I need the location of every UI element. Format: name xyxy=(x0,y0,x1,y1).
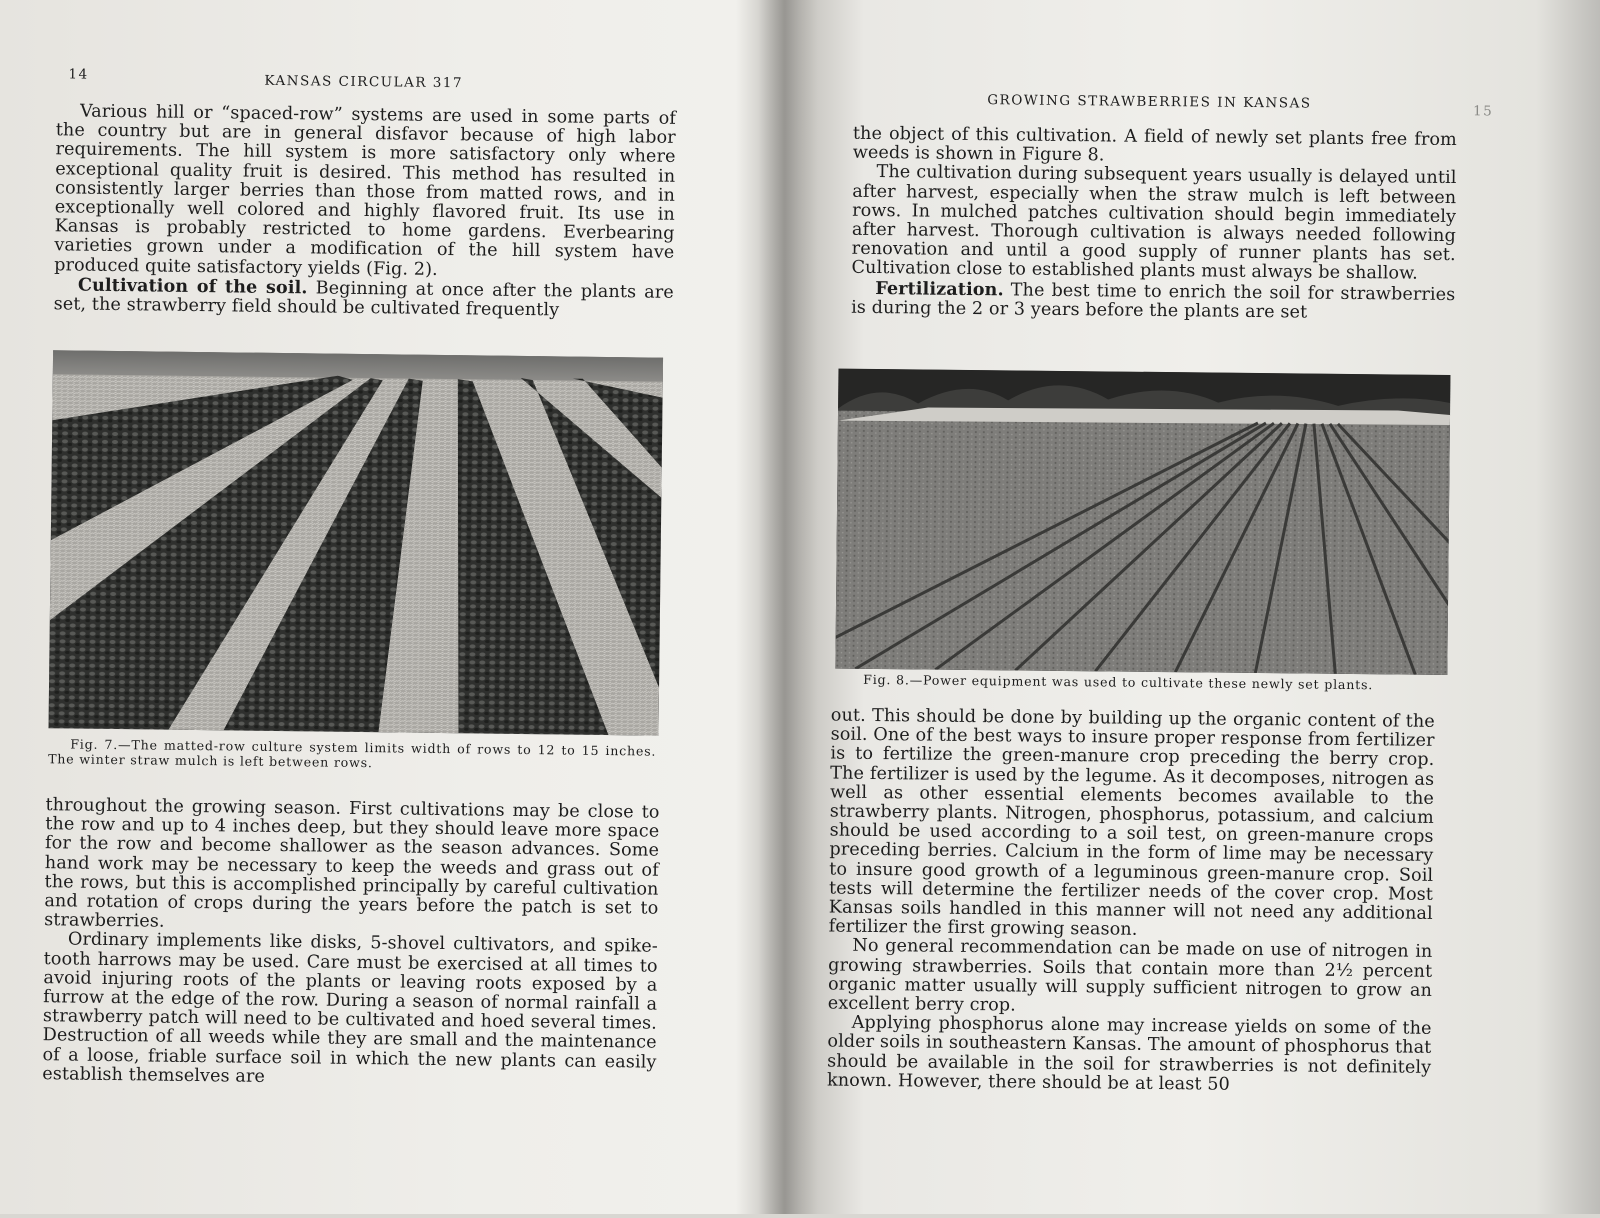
paragraph-growing-season: throughout the growing season. First cultivations may be close to the row and up to 4 inches deep, but they should leave more space for the row and become shallower as the season advances. Some hand work may be necessary to keep the weeds and grass out of the rows, but this is accomplished principally by careful cultivation and rotation of crops during the years before the patch is set to strawberries. xyxy=(44,795,660,932)
fig8-caption xyxy=(841,672,1441,693)
paragraph-hill-systems: Various hill or “spaced-row” systems are used in some parts of the country but are in general disfavor because of high labor requirements. The hill system is more satisfactory only where exceptional quality fruit is desired. This method has resulted in consistently larger berries than those from matted rows, and in exceptionally well colored and highly flavored fruit. Its use in Kansas is probably restricted to home gardens. Everbearing varieties grown under a modification of the hill system have produced quite satisfactory yields (Fig. 2). xyxy=(54,101,677,280)
paragraph-implements: Ordinary implements like disks, 5-shovel cultivators, and spike-tooth harrows may be used. Care must be exercised at all times to avoid injuring roots of the plants or leaving roots exposed by a furrow at the edge of the row. During a season of normal rainfall a strawberry patch will need to be cultivated and hoed several times. Destruction of all weeds while they are small and the maintenance of a loose, friable surface soil in which the new plants can easily establish themselves are xyxy=(42,929,658,1087)
right-running-title: GROWING STRAWBERRIES IN KANSAS xyxy=(987,92,1312,112)
right-text-bottom xyxy=(827,707,1435,1097)
paragraph-object: the object of this cultivation. A field of newly set plants free from weeds is shown in Figure 8. xyxy=(852,123,1458,166)
left-running-title: KANSAS CIRCULAR 317 xyxy=(264,72,464,92)
left-text-top xyxy=(54,102,677,322)
paragraph-cultivation xyxy=(54,275,674,322)
fig8-photo-cultivated-field xyxy=(835,369,1450,675)
book-gutter xyxy=(758,0,818,1214)
fig7-photo-matted-rows xyxy=(48,350,663,735)
paragraph-nitrogen: No general recommendation can be made on use of nitrogen in growing strawberries. Soils that contain more than 2½ percent organic matter usually will supply sufficient nitrogen to grow an excellent berry crop. xyxy=(827,936,1433,1016)
left-page-number: 14 xyxy=(68,66,89,83)
right-text-top xyxy=(851,125,1457,324)
left-page xyxy=(33,0,688,1218)
paragraph-subsequent-years: The cultivation during subsequent years usually is delayed until after harvest, especially when the straw mulch is left between rows. In mulched patches cultivation should begin immediately after harvest. Thorough cultivation is always needed following renovation and until a good supply of runner plants has set. Cultivation close to established plants must always be shallow. xyxy=(851,162,1457,285)
fig7-caption xyxy=(48,736,656,773)
paragraph-phosphorus: Applying phosphorus alone may increase yields on some of the older soils in southeastern Kansas. The amount of phosphorus that should be available in the soil for strawberries is not definitely known. However, there should be at least 50 xyxy=(826,1013,1432,1095)
cultivation-intro-text: Beginning at once after the plants are set, the strawberry field should be cultivated frequently xyxy=(53,278,674,321)
heading-cultivation-of-the-soil: Cultivation of the soil. xyxy=(77,274,308,299)
right-running-head xyxy=(845,91,1494,120)
fig7-caption-text: Fig. 7.—The matted-row culture system limits width of rows to 12 to 15 inches. The winter straw mulch is left between rows. xyxy=(48,736,657,771)
left-text-bottom xyxy=(42,796,659,1092)
fig8-caption-text: Fig. 8.—Power equipment was used to cultivate these newly set plants. xyxy=(863,671,1374,693)
heading-fertilization: Fertilization. xyxy=(875,277,1004,300)
right-page-number: 15 xyxy=(1472,103,1494,120)
paragraph-organic-content: out. This should be done by building up the organic content of the soil. One of the best ways to insure proper response from fertilizer is to fertilize the green-manure crop preceding the berry crop. The fertilizer is used by the legume. As it decomposes, nitrogen as well as other essential elements becomes available to the strawberry plants. Nitrogen, phosphorus, potassium, and calcium should be used according to a soil test, on green-manure crops preceding berries. Calcium in the form of lime may be necessary to insure good growth of a leguminous green-manure crop. Soil tests will determine the fertilizer needs of the cover crop. Most Kansas soils handled in this manner will not need any additional fertilizer the first growing season. xyxy=(828,705,1435,941)
right-page xyxy=(826,0,1494,1217)
paragraph-fertilization xyxy=(851,278,1455,324)
fertilization-intro-text: The best time to enrich the soil for strawberries is during the 2 or 3 years before the plants are set xyxy=(851,279,1456,323)
left-running-head xyxy=(46,66,686,94)
